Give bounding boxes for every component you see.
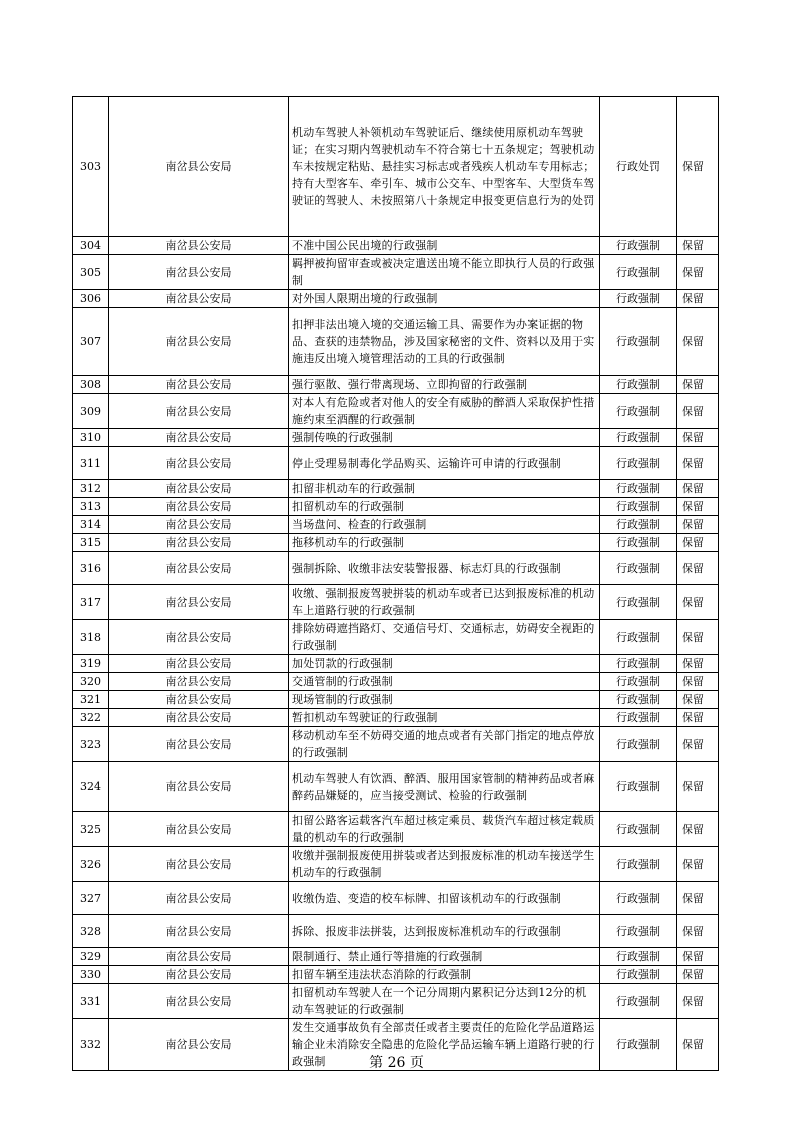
row-number-cell: 332: [73, 1019, 109, 1071]
power-type-cell: 行政强制: [600, 480, 677, 498]
department-cell: 南岔县公安局: [109, 727, 289, 762]
status-cell: 保留: [677, 727, 719, 762]
table-row: [73, 762, 719, 812]
status-cell: 保留: [677, 534, 719, 552]
table-row: [73, 552, 719, 585]
table-row: [73, 308, 719, 376]
department-cell: 南岔县公安局: [109, 812, 289, 847]
power-type-cell: 行政强制: [600, 552, 677, 585]
status-cell: 保留: [677, 762, 719, 812]
power-list-table: [72, 96, 719, 1071]
table-row: [73, 255, 719, 290]
department-cell: 南岔县公安局: [109, 882, 289, 915]
department-cell: 南岔县公安局: [109, 498, 289, 516]
status-cell: 保留: [677, 429, 719, 447]
power-type-cell: 行政强制: [600, 691, 677, 709]
power-type-cell: 行政强制: [600, 1019, 677, 1071]
row-number-cell: 329: [73, 948, 109, 966]
department-cell: 南岔县公安局: [109, 984, 289, 1019]
status-cell: 保留: [677, 655, 719, 673]
table-row: [73, 290, 719, 308]
row-number-cell: 315: [73, 534, 109, 552]
department-cell: 南岔县公安局: [109, 1019, 289, 1071]
power-type-cell: 行政强制: [600, 847, 677, 882]
department-cell: 南岔县公安局: [109, 585, 289, 620]
row-number-cell: 322: [73, 709, 109, 727]
status-cell: 保留: [677, 447, 719, 480]
status-cell: 保留: [677, 966, 719, 984]
power-item-cell: 扣留机动车的行政强制: [289, 498, 600, 516]
department-cell: 南岔县公安局: [109, 552, 289, 585]
power-item-cell: 发生交通事故负有全部责任或者主要责任的危险化学品道路运输企业未消除安全隐患的危险化学品运输车辆上道路行驶的行政强制: [289, 1019, 600, 1071]
department-cell: 南岔县公安局: [109, 847, 289, 882]
table-row: [73, 709, 719, 727]
row-number-cell: 324: [73, 762, 109, 812]
power-type-cell: 行政强制: [600, 620, 677, 655]
status-cell: 保留: [677, 237, 719, 255]
status-cell: 保留: [677, 585, 719, 620]
power-type-cell: 行政强制: [600, 376, 677, 394]
status-cell: 保留: [677, 948, 719, 966]
table-row: [73, 585, 719, 620]
status-cell: 保留: [677, 255, 719, 290]
status-cell: 保留: [677, 915, 719, 948]
row-number-cell: 308: [73, 376, 109, 394]
status-cell: 保留: [677, 308, 719, 376]
power-item-cell: 扣留非机动车的行政强制: [289, 480, 600, 498]
table-row: [73, 620, 719, 655]
department-cell: 南岔县公安局: [109, 255, 289, 290]
row-number-cell: 306: [73, 290, 109, 308]
power-type-cell: 行政强制: [600, 915, 677, 948]
power-type-cell: 行政强制: [600, 308, 677, 376]
power-item-cell: 移动机动车至不妨碍交通的地点或者有关部门指定的地点停放的行政强制: [289, 727, 600, 762]
status-cell: 保留: [677, 984, 719, 1019]
power-type-cell: 行政强制: [600, 948, 677, 966]
power-item-cell: 拆除、报废非法拼装，达到报废标准机动车的行政强制: [289, 915, 600, 948]
power-item-cell: 停止受理易制毒化学品购买、运输许可申请的行政强制: [289, 447, 600, 480]
status-cell: 保留: [677, 376, 719, 394]
row-number-cell: 303: [73, 97, 109, 237]
table-row: [73, 984, 719, 1019]
row-number-cell: 325: [73, 812, 109, 847]
power-item-cell: 扣留机动车驾驶人在一个记分周期内累积记分达到12分的机动车驾驶证的行政强制: [289, 984, 600, 1019]
power-type-cell: 行政强制: [600, 882, 677, 915]
row-number-cell: 317: [73, 585, 109, 620]
department-cell: 南岔县公安局: [109, 691, 289, 709]
power-item-cell: 机动车驾驶人补领机动车驾驶证后、继续使用原机动车驾驶证；在实习期内驾驶机动车不符合第七十五条规定；驾驶机动车未按规定粘贴、悬挂实习标志或者残疾人机动车专用标志；持有大型客车、牵引车、城市公交车、中型客车、大型货车驾驶证的驾驶人、未按照第八十条规定申报变更信息行为的处罚: [289, 97, 600, 237]
document-table-container: [72, 96, 718, 1071]
power-item-cell: 收缴、强制报废驾驶拼装的机动车或者已达到报废标准的机动车上道路行驶的行政强制: [289, 585, 600, 620]
status-cell: 保留: [677, 847, 719, 882]
table-row: [73, 429, 719, 447]
power-type-cell: 行政强制: [600, 290, 677, 308]
row-number-cell: 319: [73, 655, 109, 673]
row-number-cell: 304: [73, 237, 109, 255]
table-row: [73, 447, 719, 480]
power-item-cell: 当场盘问、检查的行政强制: [289, 516, 600, 534]
status-cell: 保留: [677, 480, 719, 498]
department-cell: 南岔县公安局: [109, 480, 289, 498]
department-cell: 南岔县公安局: [109, 709, 289, 727]
row-number-cell: 305: [73, 255, 109, 290]
power-type-cell: 行政强制: [600, 516, 677, 534]
table-row: [73, 847, 719, 882]
power-type-cell: 行政强制: [600, 237, 677, 255]
power-item-cell: 现场管制的行政强制: [289, 691, 600, 709]
department-cell: 南岔县公安局: [109, 237, 289, 255]
table-row: [73, 394, 719, 429]
status-cell: 保留: [677, 709, 719, 727]
row-number-cell: 310: [73, 429, 109, 447]
status-cell: 保留: [677, 552, 719, 585]
department-cell: 南岔县公安局: [109, 966, 289, 984]
power-item-cell: 机动车驾驶人有饮酒、醉酒、服用国家管制的精神药品或者麻醉药品嫌疑的，应当接受测试、检验的行政强制: [289, 762, 600, 812]
power-type-cell: 行政强制: [600, 429, 677, 447]
table-row: [73, 691, 719, 709]
power-item-cell: 强行驱散、强行带离现场、立即拘留的行政强制: [289, 376, 600, 394]
row-number-cell: 313: [73, 498, 109, 516]
power-item-cell: 收缴伪造、变造的校车标牌、扣留该机动车的行政强制: [289, 882, 600, 915]
table-row: [73, 237, 719, 255]
power-type-cell: 行政强制: [600, 534, 677, 552]
power-item-cell: 交通管制的行政强制: [289, 673, 600, 691]
power-item-cell: 扣押非法出境入境的交通运输工具、需要作为办案证据的物品、查获的违禁物品，涉及国家秘密的文件、资料以及用于实施违反出境入境管理活动的工具的行政强制: [289, 308, 600, 376]
power-item-cell: 不准中国公民出境的行政强制: [289, 237, 600, 255]
power-type-cell: 行政强制: [600, 655, 677, 673]
department-cell: 南岔县公安局: [109, 915, 289, 948]
table-row: [73, 966, 719, 984]
power-item-cell: 对本人有危险或者对他人的安全有威胁的醉酒人采取保护性措施约束至酒醒的行政强制: [289, 394, 600, 429]
table-row: [73, 673, 719, 691]
table-row: [73, 812, 719, 847]
row-number-cell: 328: [73, 915, 109, 948]
status-cell: 保留: [677, 516, 719, 534]
power-type-cell: 行政强制: [600, 585, 677, 620]
table-row: [73, 948, 719, 966]
power-type-cell: 行政强制: [600, 812, 677, 847]
row-number-cell: 311: [73, 447, 109, 480]
department-cell: 南岔县公安局: [109, 620, 289, 655]
power-type-cell: 行政强制: [600, 255, 677, 290]
department-cell: 南岔县公安局: [109, 673, 289, 691]
power-item-cell: 扣留公路客运载客汽车超过核定乘员、载货汽车超过核定载质量的机动车的行政强制: [289, 812, 600, 847]
power-item-cell: 强制拆除、收缴非法安装警报器、标志灯具的行政强制: [289, 552, 600, 585]
status-cell: 保留: [677, 620, 719, 655]
power-type-cell: 行政强制: [600, 447, 677, 480]
power-item-cell: 排除妨碍遮挡路灯、交通信号灯、交通标志，妨碍安全视距的行政强制: [289, 620, 600, 655]
power-item-cell: 加处罚款的行政强制: [289, 655, 600, 673]
row-number-cell: 330: [73, 966, 109, 984]
power-item-cell: 扣留车辆至违法状态消除的行政强制: [289, 966, 600, 984]
power-item-cell: 强制传唤的行政强制: [289, 429, 600, 447]
department-cell: 南岔县公安局: [109, 394, 289, 429]
row-number-cell: 320: [73, 673, 109, 691]
table-row: [73, 480, 719, 498]
power-item-cell: 暂扣机动车驾驶证的行政强制: [289, 709, 600, 727]
status-cell: 保留: [677, 882, 719, 915]
row-number-cell: 318: [73, 620, 109, 655]
department-cell: 南岔县公安局: [109, 516, 289, 534]
department-cell: 南岔县公安局: [109, 376, 289, 394]
row-number-cell: 321: [73, 691, 109, 709]
department-cell: 南岔县公安局: [109, 762, 289, 812]
row-number-cell: 331: [73, 984, 109, 1019]
status-cell: 保留: [677, 812, 719, 847]
department-cell: 南岔县公安局: [109, 655, 289, 673]
table-row: [73, 376, 719, 394]
power-item-cell: 拖移机动车的行政强制: [289, 534, 600, 552]
department-cell: 南岔县公安局: [109, 308, 289, 376]
status-cell: 保留: [677, 673, 719, 691]
power-type-cell: 行政强制: [600, 709, 677, 727]
row-number-cell: 314: [73, 516, 109, 534]
row-number-cell: 323: [73, 727, 109, 762]
row-number-cell: 326: [73, 847, 109, 882]
table-row: [73, 882, 719, 915]
department-cell: 南岔县公安局: [109, 290, 289, 308]
power-type-cell: 行政强制: [600, 727, 677, 762]
status-cell: 保留: [677, 691, 719, 709]
table-row: [73, 97, 719, 237]
table-row: [73, 915, 719, 948]
power-item-cell: 收缴并强制报废使用拼装或者达到报废标准的机动车接送学生机动车的行政强制: [289, 847, 600, 882]
row-number-cell: 309: [73, 394, 109, 429]
table-body: [73, 97, 719, 1071]
status-cell: 保留: [677, 498, 719, 516]
power-type-cell: 行政强制: [600, 498, 677, 516]
table-row: [73, 655, 719, 673]
status-cell: 保留: [677, 97, 719, 237]
power-type-cell: 行政处罚: [600, 97, 677, 237]
department-cell: 南岔县公安局: [109, 447, 289, 480]
page-number-footer: 第 26 页: [369, 1055, 424, 1071]
table-row: [73, 727, 719, 762]
table-row: [73, 516, 719, 534]
row-number-cell: 316: [73, 552, 109, 585]
power-type-cell: 行政强制: [600, 394, 677, 429]
department-cell: 南岔县公安局: [109, 97, 289, 237]
row-number-cell: 307: [73, 308, 109, 376]
power-type-cell: 行政强制: [600, 984, 677, 1019]
power-item-cell: 对外国人限期出境的行政强制: [289, 290, 600, 308]
power-item-cell: 羁押被拘留审查或被决定遣送出境不能立即执行人员的行政强制: [289, 255, 600, 290]
power-type-cell: 行政强制: [600, 673, 677, 691]
power-item-cell: 限制通行、禁止通行等措施的行政强制: [289, 948, 600, 966]
row-number-cell: 327: [73, 882, 109, 915]
status-cell: 保留: [677, 1019, 719, 1071]
department-cell: 南岔县公安局: [109, 948, 289, 966]
row-number-cell: 312: [73, 480, 109, 498]
department-cell: 南岔县公安局: [109, 534, 289, 552]
power-type-cell: 行政强制: [600, 966, 677, 984]
department-cell: 南岔县公安局: [109, 429, 289, 447]
status-cell: 保留: [677, 394, 719, 429]
status-cell: 保留: [677, 290, 719, 308]
power-type-cell: 行政强制: [600, 762, 677, 812]
table-row: [73, 534, 719, 552]
table-row: [73, 498, 719, 516]
